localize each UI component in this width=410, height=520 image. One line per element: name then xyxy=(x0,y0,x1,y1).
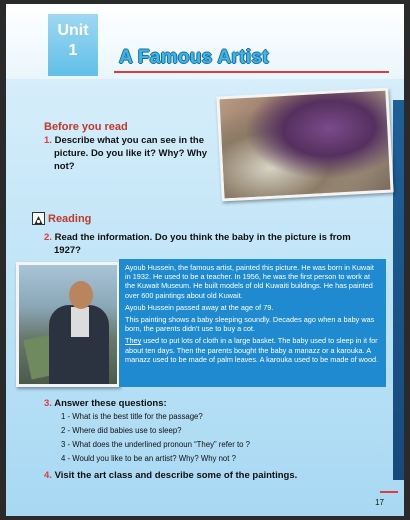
sub-question-2: 2 - Where did babies use to sleep? xyxy=(61,426,182,435)
question-1-line-3: not? xyxy=(54,161,75,172)
question-2-line-1: Read the information. Do you think the baby in the picture is from xyxy=(54,232,351,243)
sub-question-4: 4 - Would you like to be an artist? Why? Why not ? xyxy=(61,454,236,463)
reading-icon xyxy=(32,212,45,225)
question-3 xyxy=(44,397,167,410)
question-1-line-1: Describe what you can see in the xyxy=(54,135,204,146)
artist-photo xyxy=(16,262,120,387)
page-number: 17 xyxy=(375,498,384,507)
question-1-line-2: picture. Do you like it? Why? Why xyxy=(54,148,208,159)
question-4 xyxy=(44,469,297,482)
question-3-heading: Answer these questions: xyxy=(54,398,167,409)
title-underline xyxy=(114,71,389,73)
info-paragraph-1: Ayoub Hussein, the famous artist, painted this picture. He was born in Kuwait in 1932. He used to be a teacher. In 1956, he was the first person to work at the Kuwait Museum. He built models of old Kuwaiti buildings. He has painted over 600 paintings about old Kuwait. xyxy=(125,263,374,300)
lesson-title: A Famous Artist xyxy=(119,47,269,68)
question-2-line-2: 1927? xyxy=(54,245,81,256)
question-2 xyxy=(44,231,389,257)
info-paragraph-2: Ayoub Hussein passed away at the age of 79. xyxy=(125,302,274,312)
info-paragraph-3: This painting shows a baby sleeping soundly. Decades ago when a baby was born, the parents didn't use to buy a cot. xyxy=(125,315,375,334)
info-box xyxy=(119,259,386,387)
sidebar-stripe xyxy=(393,100,404,480)
underlined-pronoun: They xyxy=(125,336,142,346)
sub-question-1: 1 - What is the best title for the passage? xyxy=(61,412,203,421)
figure-shirt xyxy=(71,307,89,337)
question-1 xyxy=(44,134,224,173)
unit-tab xyxy=(48,14,98,76)
info-paragraph-4 xyxy=(125,336,380,364)
unit-number: 1 xyxy=(68,42,78,59)
textbook-page xyxy=(6,4,404,516)
info-paragraph-4-rest: used to put lots of cloth in a large basket. The baby used to sleep in it for about ten days. Then the parents bought the baby a manazz or a karouka. A manazz used to be made of palm leaves. A karouka used to be made of wood. xyxy=(125,336,379,364)
artist-photo-image xyxy=(19,265,117,384)
figure-head xyxy=(69,281,93,309)
question-1-number: 1. xyxy=(44,135,52,146)
question-3-number: 3. xyxy=(44,398,52,409)
painting-photo xyxy=(216,88,393,202)
question-2-number: 2. xyxy=(44,232,52,243)
baby-basket-painting xyxy=(220,91,391,199)
before-you-read-heading: Before you read xyxy=(44,121,128,133)
reading-heading: Reading xyxy=(48,213,92,225)
sub-question-3: 3 - What does the underlined pronoun “They” refer to ? xyxy=(61,440,250,449)
reading-glyph xyxy=(33,215,44,226)
unit-word: Unit xyxy=(57,22,89,39)
question-4-text: Visit the art class and describe some of the paintings. xyxy=(54,470,298,481)
page-number-rule xyxy=(380,491,398,493)
question-4-number: 4. xyxy=(44,470,52,481)
